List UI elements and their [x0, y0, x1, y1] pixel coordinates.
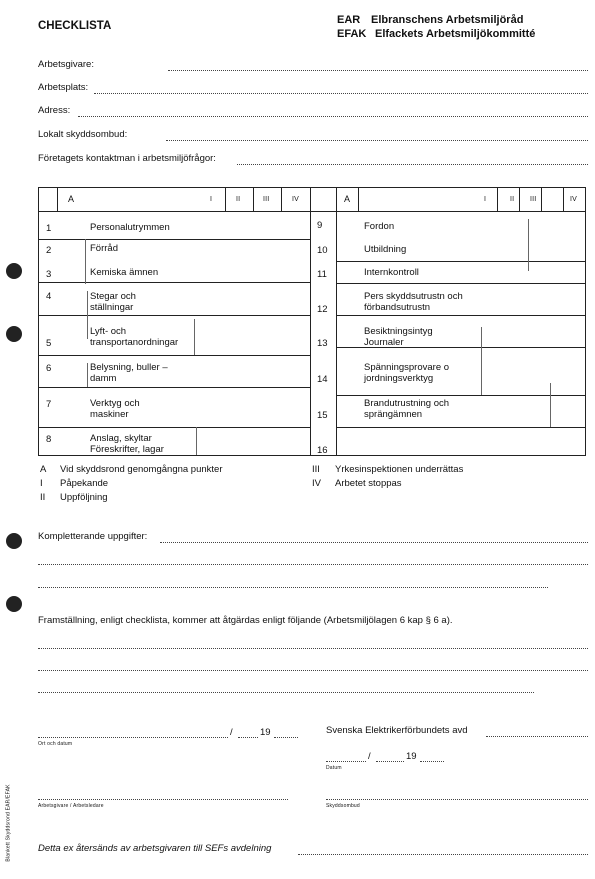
row-8-num: 8	[46, 434, 52, 445]
row-13-num: 13	[317, 338, 328, 349]
side-text: Blankett Skyddsrond EAR/EFAK	[5, 784, 12, 862]
punch-hole-2	[6, 326, 22, 342]
col-iii-right: III	[530, 196, 537, 203]
row-1-num: 1	[46, 223, 52, 234]
row-15-num: 15	[317, 410, 328, 421]
address-label: Adress:	[38, 105, 71, 116]
additional-label: Kompletterande uppgifter:	[38, 531, 148, 542]
additional-line-3[interactable]	[38, 587, 548, 588]
row-10-text: Utbildning	[364, 244, 407, 255]
row-9-text: Fordon	[364, 221, 395, 232]
statement-label: Framställning, enligt checklista, kommer att åtgärdas enligt följande (Arbetsmiljölagen 6 kap § 6 a).	[38, 615, 453, 626]
legend-a-key: A	[40, 464, 47, 475]
row-3-text: Kemiska ämnen	[90, 267, 159, 278]
row-5-num: 5	[46, 338, 52, 349]
row-7-text: Verktyg och maskiner	[90, 398, 140, 420]
col-ii-right: II	[510, 196, 515, 203]
place-date-year: 19	[260, 727, 271, 738]
checklist-table	[38, 187, 586, 456]
address-field[interactable]	[78, 116, 588, 117]
col-iv-left: IV	[292, 196, 300, 203]
legend-iv-text: Arbetet stoppas	[335, 478, 402, 489]
org2-name: Elfackets Arbetsmiljökommitté	[375, 28, 536, 40]
union-date-year-field[interactable]	[420, 761, 444, 762]
statement-line-1[interactable]	[38, 648, 588, 649]
org1-name: Elbranschens Arbetsmiljöråd	[371, 14, 524, 26]
legend-i-key: I	[40, 478, 43, 489]
employer-signature-caption: Arbetsgivare / Arbetsledare	[38, 803, 104, 809]
employer-signature-field[interactable]	[38, 799, 288, 800]
row-14-num: 14	[317, 374, 328, 385]
legend-i-text: Påpekande	[60, 478, 109, 489]
row-12-num: 12	[317, 304, 328, 315]
additional-line-1[interactable]	[160, 542, 588, 543]
statement-line-2[interactable]	[38, 670, 588, 671]
contact-field[interactable]	[237, 164, 588, 165]
row-5-text: Lyft- och transportanordningar	[90, 326, 179, 348]
union-date-year: 19	[406, 751, 417, 762]
row-15-text: Brandutrustning och sprängämnen	[364, 398, 450, 420]
punch-hole-3	[6, 533, 22, 549]
legend-iii-text: Yrkesinspektionen underrättas	[335, 464, 464, 475]
union-date-caption: Datum	[326, 765, 342, 771]
statement-line-3[interactable]	[38, 692, 534, 693]
return-note: Detta ex återsänds av arbetsgivaren till SEFs avdelning	[38, 843, 272, 854]
union-date-day-field[interactable]	[376, 761, 404, 762]
col-iv-right: IV	[570, 196, 578, 203]
legend-ii-text: Uppföljning	[60, 492, 108, 503]
legend-ii-key: II	[40, 492, 46, 503]
row-11-text: Internkontroll	[364, 267, 419, 278]
place-date-field[interactable]	[38, 737, 228, 738]
row-4-num: 4	[46, 291, 52, 302]
legend-a-text: Vid skyddsrond genomgångna punkter	[60, 464, 223, 475]
org1-abbr: EAR	[337, 14, 361, 26]
col-i-left: I	[210, 196, 213, 203]
contact-label: Företagets kontaktman i arbetsmiljöfrågor:	[38, 153, 216, 164]
row-6-text: Belysning, buller – damm	[90, 362, 168, 384]
row-10-num: 10	[317, 245, 328, 256]
row-2-num: 2	[46, 245, 52, 256]
col-a-left: A	[68, 194, 75, 204]
row-13-text: Besiktningsintyg Journaler	[364, 326, 433, 348]
workplace-label: Arbetsplats:	[38, 82, 89, 93]
place-date-year-field[interactable]	[274, 737, 298, 738]
col-ii-left: II	[236, 196, 241, 203]
row-2-text: Förråd	[90, 243, 118, 254]
place-date-caption: Ort och datum	[38, 741, 73, 747]
row-1-text: Personalutrymmen	[90, 222, 170, 233]
legend-iii-key: III	[312, 464, 320, 475]
row-3-num: 3	[46, 269, 52, 280]
return-branch-field[interactable]	[298, 854, 588, 855]
safety-rep-field[interactable]	[166, 140, 588, 141]
union-branch-field[interactable]	[486, 736, 588, 737]
safety-signature-caption: Skyddsombud	[326, 803, 360, 809]
punch-hole-4	[6, 596, 22, 612]
page-title: CHECKLISTA	[38, 20, 112, 32]
punch-hole-1	[6, 263, 22, 279]
legend-iv-key: IV	[312, 478, 321, 489]
org2-abbr: EFAK	[337, 28, 367, 40]
row-6-num: 6	[46, 363, 52, 374]
col-iii-left: III	[263, 196, 270, 203]
row-4-text: Stegar och ställningar	[90, 291, 136, 313]
union-date-field[interactable]	[326, 761, 366, 762]
col-a-right: A	[344, 194, 351, 204]
col-i-right: I	[484, 196, 487, 203]
row-9-num: 9	[317, 220, 323, 231]
additional-line-2[interactable]	[38, 564, 588, 565]
place-date-day-field[interactable]	[238, 737, 258, 738]
row-7-num: 7	[46, 399, 52, 410]
row-16-num: 16	[317, 445, 328, 456]
union-branch-label: Svenska Elektrikerförbundets avd	[326, 725, 468, 736]
workplace-field[interactable]	[94, 93, 588, 94]
row-12-text: Pers skyddsutrustn och förbandsutrustn	[364, 291, 463, 313]
row-11-num: 11	[317, 269, 327, 280]
employer-label: Arbetsgivare:	[38, 59, 94, 70]
safety-signature-field[interactable]	[326, 799, 588, 800]
row-14-text: Spänningsprovare o jordningsverktyg	[364, 362, 450, 384]
safety-rep-label: Lokalt skyddsombud:	[38, 129, 128, 140]
row-8-text: Anslag, skyltar Föreskrifter, lagar	[90, 433, 164, 455]
employer-field[interactable]	[168, 70, 588, 71]
